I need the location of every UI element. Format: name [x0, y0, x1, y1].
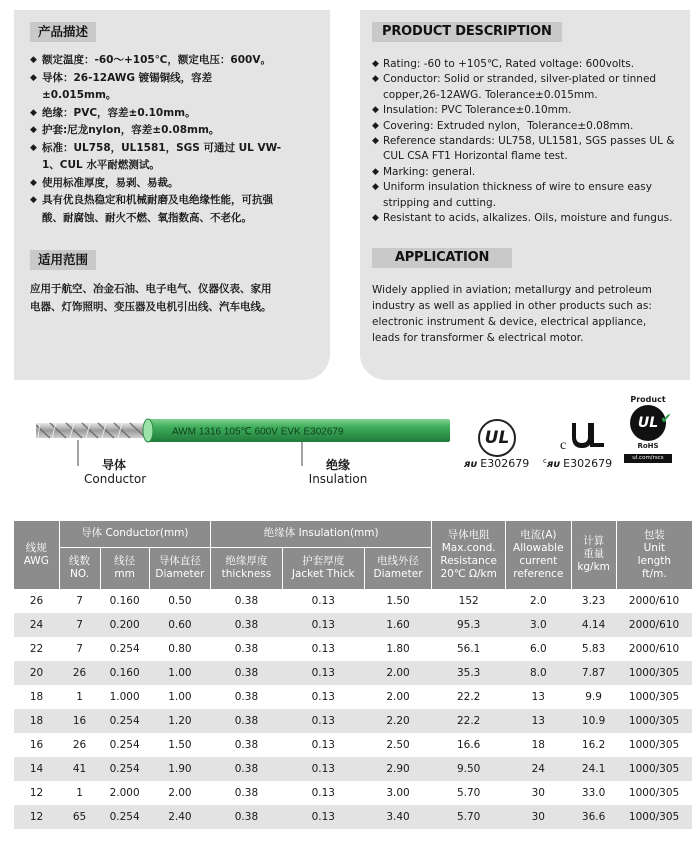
list-item: ◆ Rating: -60 to +105℃, Rated voltage: 600volts. — [372, 57, 677, 72]
heading-product-description-en: PRODUCT DESCRIPTION — [372, 22, 562, 42]
table-cell: 30 — [506, 805, 572, 829]
table-cell: 0.160 — [100, 589, 149, 613]
table-row — [14, 781, 692, 805]
table-cell: 0.38 — [211, 685, 283, 709]
table-cell: 0.13 — [282, 757, 364, 781]
table-cell: 152 — [432, 589, 506, 613]
table-cell: 3.0 — [506, 613, 572, 637]
table-cell: 16.6 — [432, 733, 506, 757]
table-cell: 1000/305 — [616, 757, 692, 781]
table-cell: 1.90 — [149, 757, 210, 781]
table-cell: 2.0 — [506, 589, 572, 613]
table-cell: 0.38 — [211, 733, 283, 757]
rohs-url: ul.com/rscs — [624, 454, 672, 463]
ul-recognized-icon: ᴙᴜ — [464, 459, 477, 470]
list-item: ◆ 标准：UL758，UL1581，SGS 可通过 UL VW-1、CUL 水平耐燃测试。 — [30, 140, 282, 175]
table-cell: 24 — [14, 613, 59, 637]
table-cell: 24.1 — [571, 757, 616, 781]
table-cell: 4.14 — [571, 613, 616, 637]
list-item: ◆ 具有优良热稳定和机械耐磨及电绝缘性能，可抗强酸、耐腐蚀、耐火不燃、氧指数高、不老化。 — [30, 192, 282, 227]
table-cell: 2.00 — [364, 661, 432, 685]
application-text-cn: 应用于航空、冶金石油、电子电气、仪器仪表、家用电器、灯饰照明、变压器及电机引出线、汽车电线。 — [30, 283, 272, 313]
ul-mark-text: UL — [484, 428, 510, 448]
cul-small-icon: ᴙᴜ — [546, 459, 560, 470]
svg-text:c: c — [560, 438, 567, 453]
table-cell: 0.13 — [282, 733, 364, 757]
table-cell: 0.13 — [282, 637, 364, 661]
header-strand-diameter: 线径 mm — [100, 547, 149, 589]
table-row — [14, 637, 692, 661]
table-cell: 0.13 — [282, 781, 364, 805]
table-row — [14, 733, 692, 757]
table-cell: 10.9 — [571, 709, 616, 733]
list-item: ◆ 护套:尼龙nylon，容差±0.08mm。 — [30, 122, 282, 140]
cable-illustration — [0, 395, 700, 520]
table-cell: 1000/305 — [616, 709, 692, 733]
table-cell: 26 — [59, 661, 100, 685]
table-cell: 1.50 — [364, 589, 432, 613]
table-cell: 1000/305 — [616, 685, 692, 709]
table-cell: 0.38 — [211, 637, 283, 661]
table-cell: 0.13 — [282, 805, 364, 829]
table-cell: 0.254 — [100, 733, 149, 757]
table-cell: 0.80 — [149, 637, 210, 661]
table-cell: 1.00 — [149, 661, 210, 685]
table-cell: 2.90 — [364, 757, 432, 781]
table-cell: 0.254 — [100, 757, 149, 781]
table-cell: 2000/610 — [616, 613, 692, 637]
heading-product-description-cn: 产品描述 — [30, 22, 96, 42]
table-cell: 20 — [14, 661, 59, 685]
insulation-label-en: Insulation — [308, 472, 368, 486]
table-cell: 9.50 — [432, 757, 506, 781]
table-cell: 1.50 — [149, 733, 210, 757]
table-cell: 0.38 — [211, 589, 283, 613]
table-cell: 0.13 — [282, 589, 364, 613]
table-cell: 14 — [14, 757, 59, 781]
header-conductor-diameter: 导体直径 Diameter — [149, 547, 210, 589]
rohs-circle-icon: UL ✔ — [630, 405, 666, 441]
table-cell: 0.160 — [100, 661, 149, 685]
table-cell: 5.83 — [571, 637, 616, 661]
cur-recognized-icon — [558, 415, 608, 455]
table-cell: 0.13 — [282, 613, 364, 637]
table-cell: 18 — [14, 709, 59, 733]
table-cell: 0.50 — [149, 589, 210, 613]
header-jacket-thickness: 护套厚度 Jacket Thick — [282, 547, 364, 589]
table-row — [14, 589, 692, 613]
table-cell: 18 — [14, 685, 59, 709]
ul-reg-number: E302679 — [480, 457, 530, 470]
table-cell: 2.50 — [364, 733, 432, 757]
table-cell: 0.254 — [100, 637, 149, 661]
conductor-label — [84, 458, 147, 486]
table-cell: 16 — [14, 733, 59, 757]
table-cell: 7 — [59, 637, 100, 661]
table-row — [14, 661, 692, 685]
table-cell: 35.3 — [432, 661, 506, 685]
table-cell: 0.254 — [100, 709, 149, 733]
table-cell: 65 — [59, 805, 100, 829]
table-cell: 3.00 — [364, 781, 432, 805]
table-cell: 0.38 — [211, 805, 283, 829]
checkmark-icon: ✔ — [660, 411, 672, 427]
table-row — [14, 685, 692, 709]
table-cell: 1000/305 — [616, 805, 692, 829]
table-cell: 0.13 — [282, 709, 364, 733]
heading-application-en: APPLICATION — [372, 248, 512, 268]
table-cell: 30 — [506, 781, 572, 805]
table-cell: 6.0 — [506, 637, 572, 661]
header-conductor-group: 导体 Conductor(mm) — [59, 521, 211, 547]
table-cell: 13 — [506, 685, 572, 709]
header-insulation-thickness: 绝缘厚度 thickness — [211, 547, 283, 589]
rohs-bottom-text: RoHS — [637, 442, 659, 450]
table-cell: 95.3 — [432, 613, 506, 637]
table-cell: 2.000 — [100, 781, 149, 805]
table-cell: 1000/305 — [616, 781, 692, 805]
table-cell: 1 — [59, 685, 100, 709]
list-item: ◆ Marking: general. — [372, 165, 677, 180]
table-cell: 0.38 — [211, 709, 283, 733]
table-cell: 1.20 — [149, 709, 210, 733]
spec-list-cn — [30, 52, 282, 227]
ul-listed-icon — [478, 419, 516, 457]
conductor-label-en: Conductor — [84, 472, 147, 486]
table-cell: 13 — [506, 709, 572, 733]
table-cell: 0.200 — [100, 613, 149, 637]
table-row — [14, 613, 692, 637]
table-cell: 0.13 — [282, 685, 364, 709]
list-item: ◆ Uniform insulation thickness of wire to ensure easy stripping and cutting. — [372, 180, 677, 211]
spec-list-en — [372, 57, 677, 226]
cable-print-text: AWM 1316 105℃ 600V EVK E302679 — [172, 426, 344, 438]
header-awg: 线规 AWG — [14, 521, 59, 589]
ul-registration — [464, 457, 529, 470]
table-cell: 56.1 — [432, 637, 506, 661]
list-item: ◆ Covering: Extruded nylon，Tolerance±0.08mm. — [372, 119, 677, 134]
table-cell: 26 — [59, 733, 100, 757]
list-item: ◆ Conductor: Solid or stranded, silver-plated or tinned copper,26-12AWG. Tolerance±0.015mm. — [372, 72, 677, 103]
list-item: ◆ Resistant to acids, alkalizes. Oils, moisture and fungus. — [372, 211, 677, 226]
table-cell: 9.9 — [571, 685, 616, 709]
table-cell: 0.254 — [100, 805, 149, 829]
header-insulation-group: 绝缘体 Insulation(mm) — [211, 521, 432, 547]
application-text-en: Widely applied in aviation; metallurgy and petroleum industry as well as applied in other products such as: electronic instrument & device, electrical appliance, leads for transformer & electrical motor. — [372, 284, 652, 344]
table-cell: 7.87 — [571, 661, 616, 685]
cul-reg-number: E302679 — [563, 457, 613, 470]
list-item: ◆ 额定温度：-60～+105℃，额定电压：600V。 — [30, 52, 282, 70]
table-cell: 1 — [59, 781, 100, 805]
table-cell: 1.000 — [100, 685, 149, 709]
header-packing: 包装 Unit length ft/m. — [616, 521, 692, 589]
table-cell: 3.23 — [571, 589, 616, 613]
table-cell: 22 — [14, 637, 59, 661]
list-item: ◆ 导体：26-12AWG 镀锡铜线，容差±0.015mm。 — [30, 70, 282, 105]
table-cell: 33.0 — [571, 781, 616, 805]
table-cell: 2.40 — [149, 805, 210, 829]
table-cell: 1.60 — [364, 613, 432, 637]
list-item: ◆ Reference standards: UL758, UL1581, SGS passes UL & CUL CSA FT1 Horizontal flame test. — [372, 134, 677, 165]
list-item: ◆ 绝缘：PVC，容差±0.10mm。 — [30, 105, 282, 123]
table-cell: 1000/305 — [616, 661, 692, 685]
cul-registration: $^c$ᴙᴜ E302679 — [543, 457, 613, 470]
table-cell: 0.38 — [211, 757, 283, 781]
table-cell: 2000/610 — [616, 589, 692, 613]
table-cell: 2.00 — [149, 781, 210, 805]
rohs-top-text: Product — [630, 395, 666, 404]
table-cell: 7 — [59, 613, 100, 637]
header-outer-diameter: 电线外径 Diameter — [364, 547, 432, 589]
table-body — [14, 589, 692, 829]
table-cell: 2000/610 — [616, 637, 692, 661]
table-cell: 3.40 — [364, 805, 432, 829]
table-row — [14, 757, 692, 781]
table-cell: 16.2 — [571, 733, 616, 757]
table-cell: 18 — [506, 733, 572, 757]
table-cell: 7 — [59, 589, 100, 613]
table-cell: 2.00 — [364, 685, 432, 709]
conductor-label-cn: 导体 — [101, 458, 126, 472]
header-current: 电流(A) Allowable current reference — [506, 521, 572, 589]
table-cell: 16 — [59, 709, 100, 733]
table-cell: 1000/305 — [616, 733, 692, 757]
table-cell: 24 — [506, 757, 572, 781]
table-cell: 0.13 — [282, 661, 364, 685]
list-item: ◆ Insulation: PVC Tolerance±0.10mm. — [372, 103, 677, 118]
table-cell: 1.80 — [364, 637, 432, 661]
table-cell: 8.0 — [506, 661, 572, 685]
table-cell: 5.70 — [432, 781, 506, 805]
table-cell: 36.6 — [571, 805, 616, 829]
heading-application-cn: 适用范围 — [30, 250, 96, 270]
table-cell: 22.2 — [432, 685, 506, 709]
header-resistance: 导体电阻 Max.cond. Resistance 20℃ Ω/km — [432, 521, 506, 589]
header-weight: 计算 重量 kg/km — [571, 521, 616, 589]
list-item: ◆ 使用标准厚度，易剥、易裁。 — [30, 175, 282, 193]
table-cell: 0.38 — [211, 613, 283, 637]
table-cell: 0.38 — [211, 661, 283, 685]
table-cell: 0.38 — [211, 781, 283, 805]
table-cell: 1.00 — [149, 685, 210, 709]
table-cell: 12 — [14, 805, 59, 829]
conductor-strands — [36, 423, 146, 438]
rohs-badge — [624, 395, 672, 473]
table-cell: 5.70 — [432, 805, 506, 829]
specification-table — [14, 521, 692, 829]
table-cell: 26 — [14, 589, 59, 613]
table-row — [14, 805, 692, 829]
table-cell: 0.60 — [149, 613, 210, 637]
insulation-label-cn: 绝缘 — [325, 458, 350, 472]
header-strand-count: 线数 NO. — [59, 547, 100, 589]
table-cell: 22.2 — [432, 709, 506, 733]
insulation-label — [305, 458, 371, 486]
table-cell: 2.20 — [364, 709, 432, 733]
table-cell: 41 — [59, 757, 100, 781]
table-row — [14, 709, 692, 733]
table-cell: 12 — [14, 781, 59, 805]
